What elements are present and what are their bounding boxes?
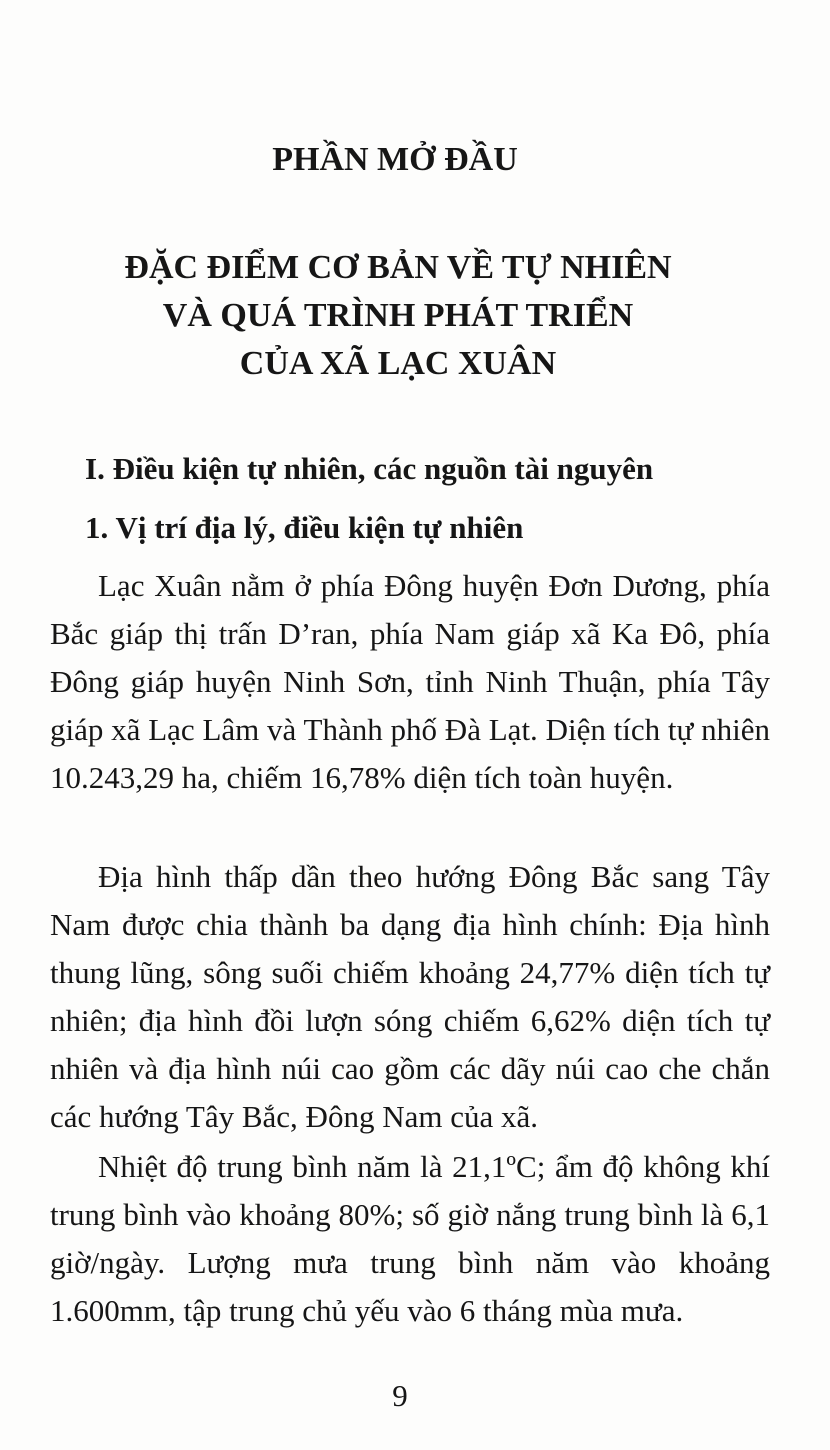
paragraph-location: Lạc Xuân nằm ở phía Đông huyện Đơn Dương, phía Bắc giáp thị trấn D’ran, phía Nam giáp xã Ka Đô, phía Đông giáp huyện Ninh Sơn, tỉnh Ninh Thuận, phía Tây giáp xã Lạc Lâm và Thành phố Đà Lạt. Diện tích tự nhiên 10.243,29 ha, chiếm 16,78% diện tích toàn huyện. bbox=[50, 568, 770, 795]
paragraph-terrain: Địa hình thấp dần theo hướng Đông Bắc sang Tây Nam được chia thành ba dạng địa hình chính: Địa hình thung lũng, sông suối chiếm khoảng 24,77% diện tích tự nhiên; địa hình đồi lượn sóng chiếm 6,62% diện tích tự nhiên và địa hình núi cao gồm các dãy núi cao che chắn các hướng Tây Bắc, Đông Nam của xã. bbox=[50, 859, 770, 1134]
paragraph-climate: Nhiệt độ trung bình năm là 21,1ºC; ẩm độ không khí trung bình vào khoảng 80%; số giờ nắng trung bình là 6,1 giờ/ngày. Lượng mưa trung bình năm vào khoảng 1.600mm, tập trung chủ yếu vào 6 tháng mùa mưa. bbox=[50, 1149, 770, 1328]
chapter-title bbox=[0, 244, 796, 388]
part-title: PHẦN MỞ ĐẦU bbox=[272, 141, 518, 178]
page-number: 9 bbox=[392, 1378, 408, 1413]
chapter-title-line-2: VÀ QUÁ TRÌNH PHÁT TRIỂN bbox=[162, 297, 634, 334]
section-heading: I. Điều kiện tự nhiên, các nguồn tài nguyên bbox=[85, 451, 654, 486]
chapter-title-line-1: ĐẶC ĐIỂM CƠ BẢN VỀ TỰ NHIÊN bbox=[124, 249, 672, 286]
chapter-title-line-3: CỦA XÃ LẠC XUÂN bbox=[239, 345, 557, 382]
subsection-heading: 1. Vị trí địa lý, điều kiện tự nhiên bbox=[85, 510, 524, 545]
